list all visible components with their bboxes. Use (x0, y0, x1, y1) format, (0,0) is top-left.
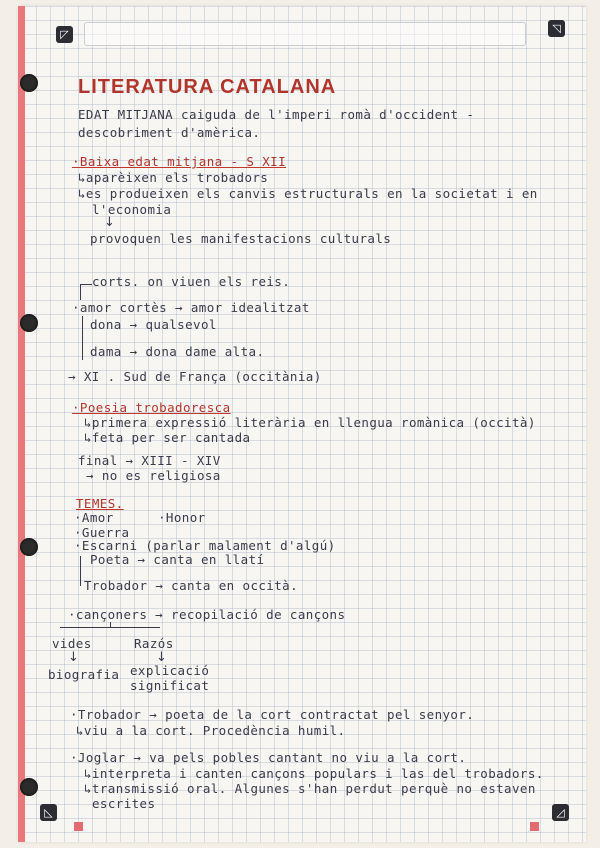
note-line: biografia (48, 667, 120, 682)
note-line: dona → qualsevol (90, 317, 217, 332)
arrow-down-icon: ↓ (104, 215, 115, 230)
note-line: significat (130, 678, 210, 693)
note-line: ·Amor (74, 510, 114, 525)
note-line: ·Trobador → poeta de la cort contractat pel senyor. (70, 707, 475, 722)
note-line: dama → dona dame alta. (90, 344, 265, 359)
connector (80, 556, 81, 586)
note-line: ·cançoners → recopilació de cançons (68, 607, 346, 622)
note-line: explicació (130, 663, 210, 678)
connector (80, 284, 92, 285)
notebook-corner-icon: ◿ (552, 804, 569, 821)
note-line: provoquen les manifestacions culturals (90, 231, 392, 246)
note-line: ·Honor (158, 510, 206, 525)
note-line: ↳transmissió oral. Algunes s'han perdut perquè no estaven (84, 781, 536, 796)
margin-marker (530, 822, 539, 831)
margin-marker (74, 822, 83, 831)
note-line: Razós (134, 636, 174, 651)
punch-hole (20, 74, 38, 92)
note-line: Poeta → canta en llatí (90, 552, 265, 567)
note-line: ↳aparèixen els trobadors (78, 170, 269, 185)
note-line: → no es religiosa (86, 468, 221, 483)
note-line: ↳feta per ser cantada (84, 430, 251, 445)
connector (110, 622, 111, 628)
notebook-corner-icon: ◹ (548, 20, 565, 37)
notebook-corner-icon: ◸ (56, 26, 73, 43)
connector (82, 316, 83, 360)
note-line: ·amor cortès → amor idealitzat (72, 300, 310, 315)
punch-hole (20, 314, 38, 332)
punch-hole (20, 778, 38, 796)
note-line: ·Escarni (parlar malament d'algú) (74, 538, 336, 553)
page-title: LITERATURA CATALANA (78, 76, 337, 98)
header-field (84, 22, 526, 46)
margin-line (22, 6, 25, 842)
note-line: l'economia (92, 202, 172, 217)
note-line: corts. on viuen els reis. (92, 274, 291, 289)
era-line: descobriment d'amèrica. (78, 125, 261, 140)
arrow-down-icon: ↓ (68, 650, 79, 665)
section-heading: ·Baixa edat mitjana - S XII (72, 154, 286, 169)
era-line: EDAT MITJANA caiguda de l'imperi romà d'occident - (78, 107, 475, 122)
note-line: ↳interpreta i canten cançons populars i las del trobadors. (84, 766, 544, 781)
section-heading: ·Poesia trobadoresca (72, 400, 231, 415)
note-line: escrites (92, 796, 156, 811)
connector (80, 284, 81, 300)
section-heading: TEMES. (76, 496, 124, 511)
note-line: final → XIII - XIV (78, 453, 221, 468)
note-line: ·Guerra (74, 525, 130, 540)
note-line: vides (52, 636, 92, 651)
note-line: ↳primera expressió literària en llengua romànica (occità) (84, 415, 536, 430)
note-line: Trobador → canta en occità. (84, 578, 298, 593)
note-line: → XI . Sud de França (occitània) (68, 369, 322, 384)
punch-hole (20, 538, 38, 556)
arrow-down-icon: ↓ (156, 650, 167, 665)
note-line: ↳es produeixen els canvis estructurals en la societat i en (78, 186, 538, 201)
note-line: ↳viu a la cort. Procedència humil. (76, 723, 346, 738)
notebook-corner-icon: ◺ (40, 804, 57, 821)
note-line: ·Joglar → va pels pobles cantant no viu a la cort. (70, 750, 467, 765)
